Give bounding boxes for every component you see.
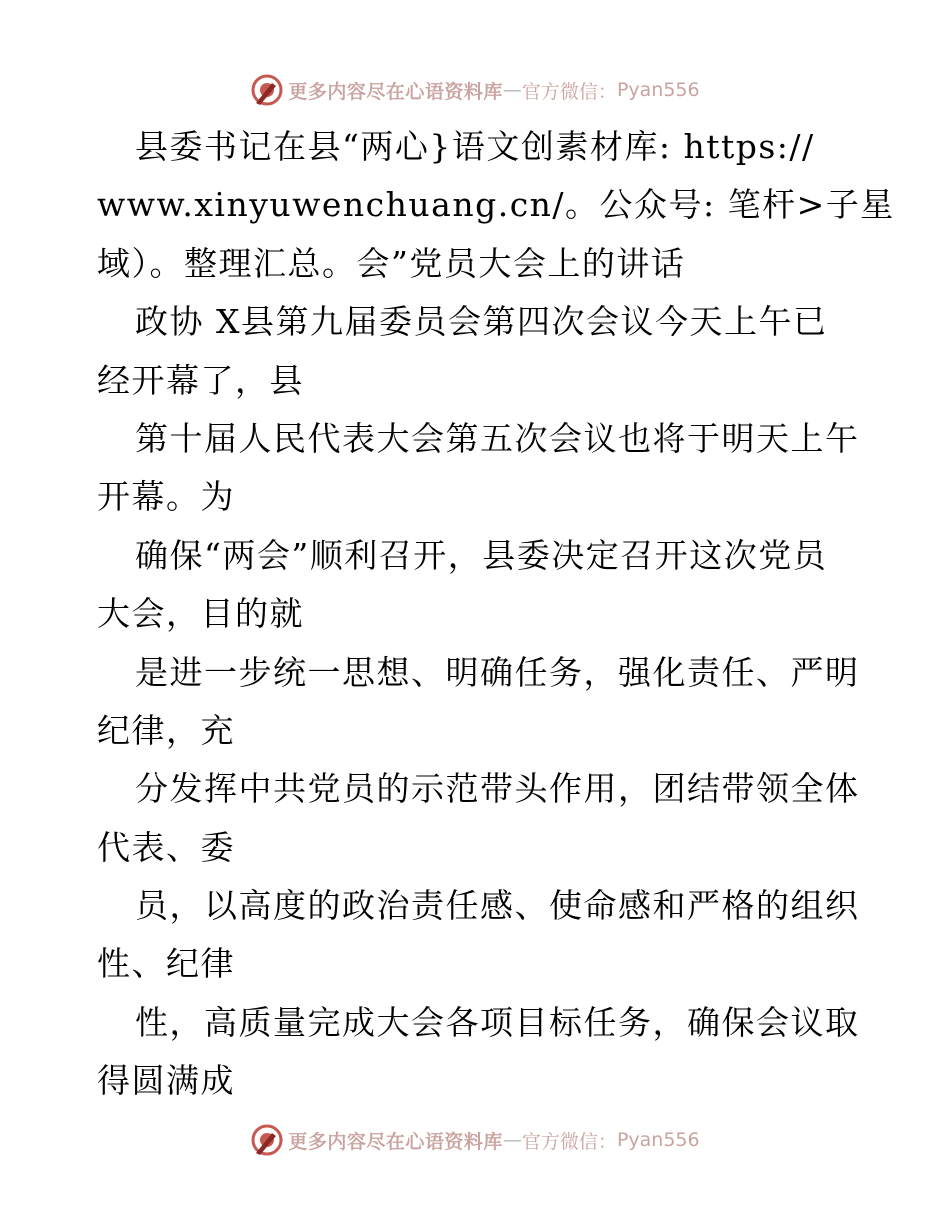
banner-wechat-label: 官方微信： (521, 1130, 617, 1153)
red-circle-pen-logo-icon (250, 73, 284, 107)
banner-dash: — (502, 79, 522, 101)
body-line: 县委书记在县“两心}语文创素材库: https:// (135, 127, 815, 166)
body-line: 域）。整理汇总。会”党员大会上的讲话 (97, 243, 686, 283)
body-line: 得圆满成 (97, 1061, 235, 1101)
body-line: 分发挥中共党员的示范带头作用，团结带领全体 (135, 769, 860, 809)
banner-wechat-id: Pyan556 (616, 79, 700, 101)
body-line: 性、纪律 (97, 944, 235, 984)
banner-main-text: 更多内容尽在心语资料库 (288, 80, 503, 103)
footer-watermark-banner (0, 1120, 950, 1160)
body-line: 是进一步统一思想、明确任务，强化责任、严明 (135, 652, 860, 692)
body-line: 经开幕了，县 (97, 360, 304, 400)
header-watermark-banner (0, 70, 950, 110)
body-line: 政协 X县第九届委员会第四次会议今天上午已 (135, 302, 828, 342)
body-line: 第十届人民代表大会第五次会议也将于明天上午 (135, 418, 860, 458)
banner-dash: — (502, 1129, 522, 1151)
body-line: 确保“两会”顺利召开，县委决定召开这次党员 (135, 535, 828, 575)
banner-main-text: 更多内容尽在心语资料库 (288, 1130, 503, 1153)
body-line: 员，以高度的政治责任感、使命感和严格的组织 (135, 886, 860, 926)
body-line: 大会，目的就 (97, 594, 304, 634)
banner-wechat-id: Pyan556 (616, 1129, 700, 1151)
body-line: www.xinyuwenchuang.cn/。公众号: 笔杆>子星 (97, 185, 895, 225)
body-line: 开幕。为 (97, 477, 235, 517)
body-line: 性，高质量完成大会各项目标任务，确保会议取 (135, 1002, 860, 1042)
body-line: 纪律，充 (97, 710, 235, 750)
red-circle-pen-logo-icon (250, 1123, 284, 1157)
body-line: 代表、委 (97, 827, 235, 867)
document-body (97, 118, 895, 1111)
banner-wechat-label: 官方微信： (521, 80, 617, 103)
